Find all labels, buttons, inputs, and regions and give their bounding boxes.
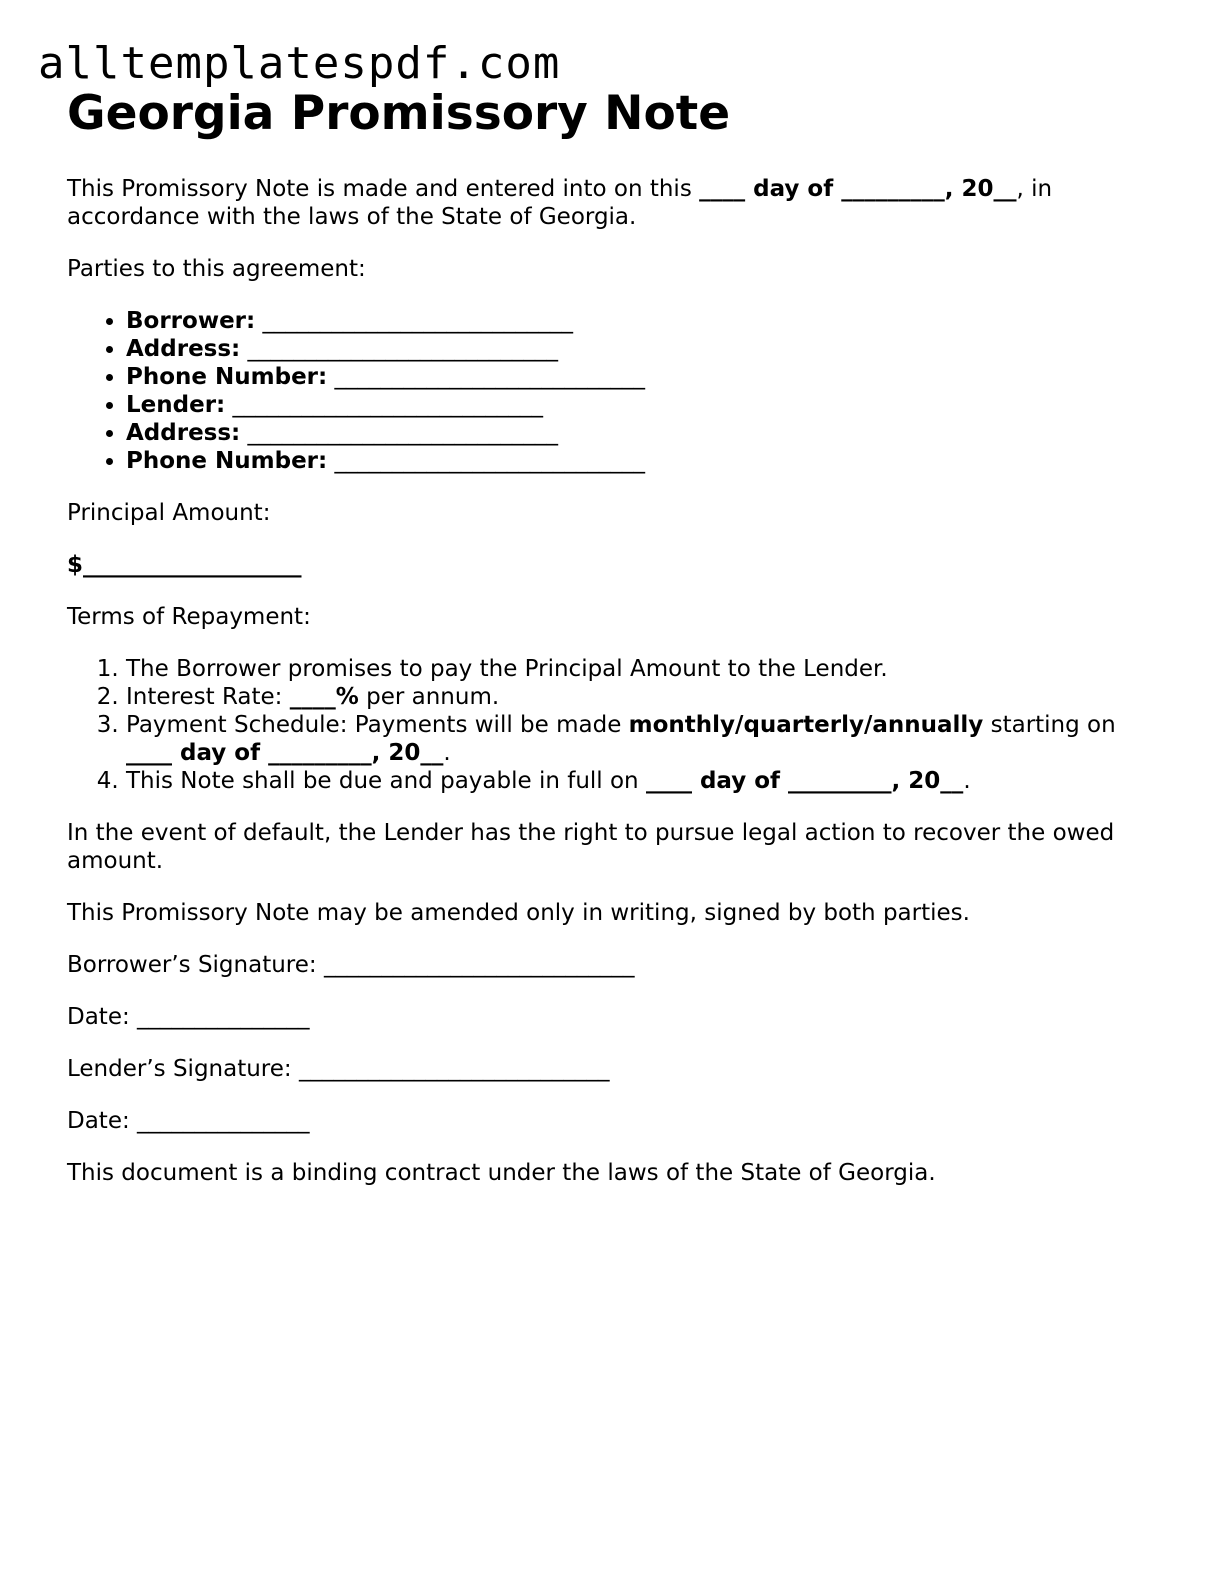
amendment-clause: This Promissory Note may be amended only in writing, signed by both parties. xyxy=(67,900,970,926)
principal-amount-blank: $___________________ xyxy=(67,552,302,578)
term-3-text-start: Payment Schedule: Payments will be made xyxy=(126,712,629,738)
term-1-text: The Borrower promises to pay the Principal Amount to the Lender. xyxy=(126,656,888,682)
promissory-note-document xyxy=(67,84,1157,1187)
document-title: Georgia Promissory Note xyxy=(67,86,731,141)
borrower-signature-line: Borrower’s Signature: ___________________________ xyxy=(67,952,635,978)
parties-heading: Parties to this agreement: xyxy=(67,256,366,282)
lender-phone-label: Phone Number: xyxy=(126,448,328,474)
list-item xyxy=(126,363,1157,391)
lender-address-blank: ___________________________ xyxy=(240,420,559,446)
borrower-address-label: Address: xyxy=(126,336,241,362)
term-3-text-end: . xyxy=(443,740,451,766)
list-item xyxy=(126,447,1157,475)
list-item xyxy=(126,335,1157,363)
borrower-address-blank: ___________________________ xyxy=(240,336,559,362)
site-watermark: alltemplatespdf.com xyxy=(38,38,561,89)
terms-list xyxy=(67,655,1157,795)
list-item xyxy=(126,419,1157,447)
lender-blank: ___________________________ xyxy=(225,392,544,418)
borrower-date-line: Date: _______________ xyxy=(67,1004,310,1030)
payment-frequency: monthly/quarterly/annually xyxy=(628,712,984,738)
intro-text-end: , in accordance with the laws of the State of Georgia. xyxy=(67,176,1053,230)
due-date-blank: ____ day of _________, 20__ xyxy=(645,768,964,794)
terms-heading: Terms of Repayment: xyxy=(67,604,311,630)
intro-paragraph xyxy=(67,175,1157,231)
principal-heading: Principal Amount: xyxy=(67,500,271,526)
list-item xyxy=(126,391,1157,419)
default-clause: In the event of default, the Lender has the right to pursue legal action to recover the owed amount. xyxy=(67,820,1115,874)
lender-address-label: Address: xyxy=(126,420,241,446)
term-2-text-start: Interest Rate: xyxy=(126,684,290,710)
lender-label: Lender: xyxy=(126,392,226,418)
list-item xyxy=(126,711,1157,767)
interest-rate-blank: ____% xyxy=(289,684,359,710)
borrower-blank: ___________________________ xyxy=(255,308,574,334)
lender-phone-blank: ___________________________ xyxy=(327,448,646,474)
term-3-text-middle: starting on xyxy=(983,712,1116,738)
list-item xyxy=(126,307,1157,335)
borrower-phone-blank: ___________________________ xyxy=(327,364,646,390)
list-item xyxy=(126,655,1157,683)
term-2-text-end: per annum. xyxy=(358,684,500,710)
term-4-text-end: . xyxy=(963,768,971,794)
lender-date-line: Date: _______________ xyxy=(67,1108,310,1134)
parties-list xyxy=(67,307,1157,475)
list-item xyxy=(126,683,1157,711)
closing-statement: This document is a binding contract under the laws of the State of Georgia. xyxy=(67,1160,936,1186)
lender-signature-line: Lender’s Signature: ___________________________ xyxy=(67,1056,610,1082)
intro-text-start: This Promissory Note is made and entered into on this xyxy=(67,176,700,202)
intro-date-blank: ____ day of _________, 20__ xyxy=(699,176,1017,202)
term-4-text-start: This Note shall be due and payable in full on xyxy=(126,768,646,794)
payment-start-date-blank: ____ day of _________, 20__ xyxy=(126,740,444,766)
list-item xyxy=(126,767,1157,795)
borrower-label: Borrower: xyxy=(126,308,256,334)
borrower-phone-label: Phone Number: xyxy=(126,364,328,390)
